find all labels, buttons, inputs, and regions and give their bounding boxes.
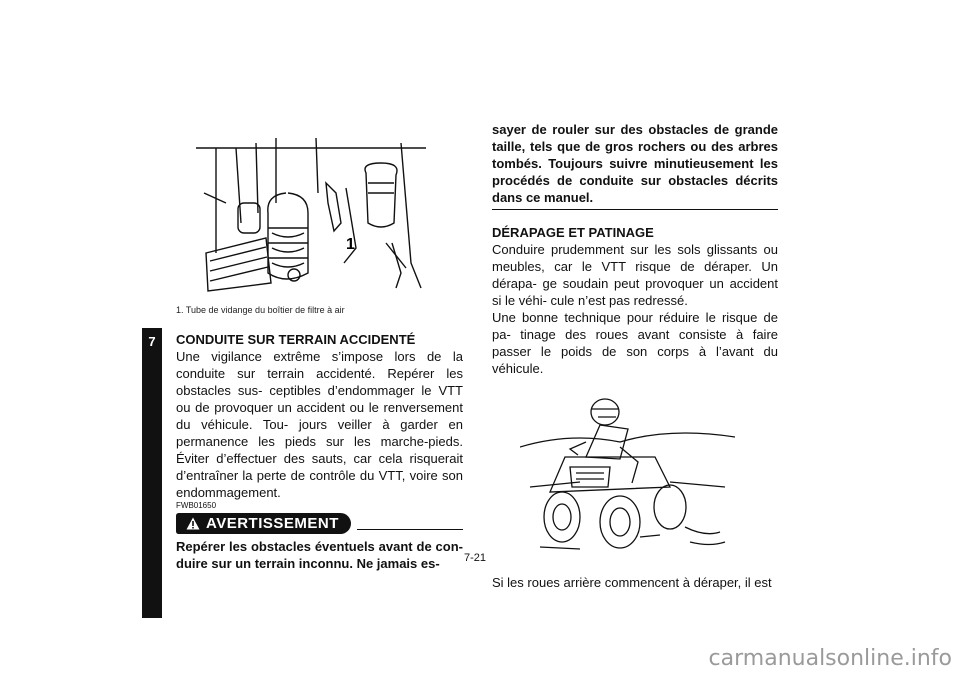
atv-rider-illustration xyxy=(520,387,735,562)
heading-rough-terrain: CONDUITE SUR TERRAIN ACCIDENTÉ xyxy=(176,332,416,347)
reference-code: FWB01650 xyxy=(176,501,217,510)
paragraph-skidding-3: Si les roues arrière commencent à déraper, il est xyxy=(492,575,772,590)
callout-number: 1 xyxy=(346,236,355,253)
paragraph-rough-terrain: Une vigilance extrême s’impose lors de la conduite sur terrain accidenté. Repérer les obstacles sus- ceptibles d’endommager le VTT ou de provoquer un accident ou le renversement du véhicule. Tou- jours veiller à garder en permanence les pieds sur les marche-pieds. Éviter d’effectuer des sauts, car cela risquerait d’entraîner la perte de contrôle du VTT, voire son endommagement. xyxy=(176,349,463,500)
air-filter-drain-illustration xyxy=(196,133,426,298)
paragraph-skidding-1: Conduire prudemment sur les sols glissants ou meubles, car le VTT risque de déraper. Un dérapa- ge soudain peut provoquer un accident si le véhi- cule n’est pas redressé. xyxy=(492,242,778,308)
warning-label: AVERTISSEMENT xyxy=(206,515,339,532)
warning-text: Repérer les obstacles éventuels avant de con- duire sur un terrain inconnu. Ne jamais es- xyxy=(176,539,463,571)
page-number: 7-21 xyxy=(464,552,487,564)
heading-skidding: DÉRAPAGE ET PATINAGE xyxy=(492,225,654,240)
warning-divider xyxy=(357,517,463,530)
warning-header xyxy=(176,513,463,534)
chapter-tab: 7 xyxy=(142,328,162,618)
warning-end-rule xyxy=(492,209,778,210)
warning-badge xyxy=(176,513,351,534)
paragraph-skidding-2: Une bonne technique pour réduire le risque de pa- tinage des roues avant consiste à faire passer le poids de son corps à l’avant du véhicule. xyxy=(492,310,778,376)
figure-caption: 1. Tube de vidange du boîtier de filtre à air xyxy=(176,305,345,315)
watermark: carmanualsonline.info xyxy=(708,646,952,671)
warning-text-continued: sayer de rouler sur des obstacles de grande taille, tels que de gros rochers ou des arbres tombés. Toujours suivre minutieusement les procédés de conduite sur obstacles décrits dans ce manuel. xyxy=(492,122,778,205)
warning-triangle-icon xyxy=(186,517,200,530)
